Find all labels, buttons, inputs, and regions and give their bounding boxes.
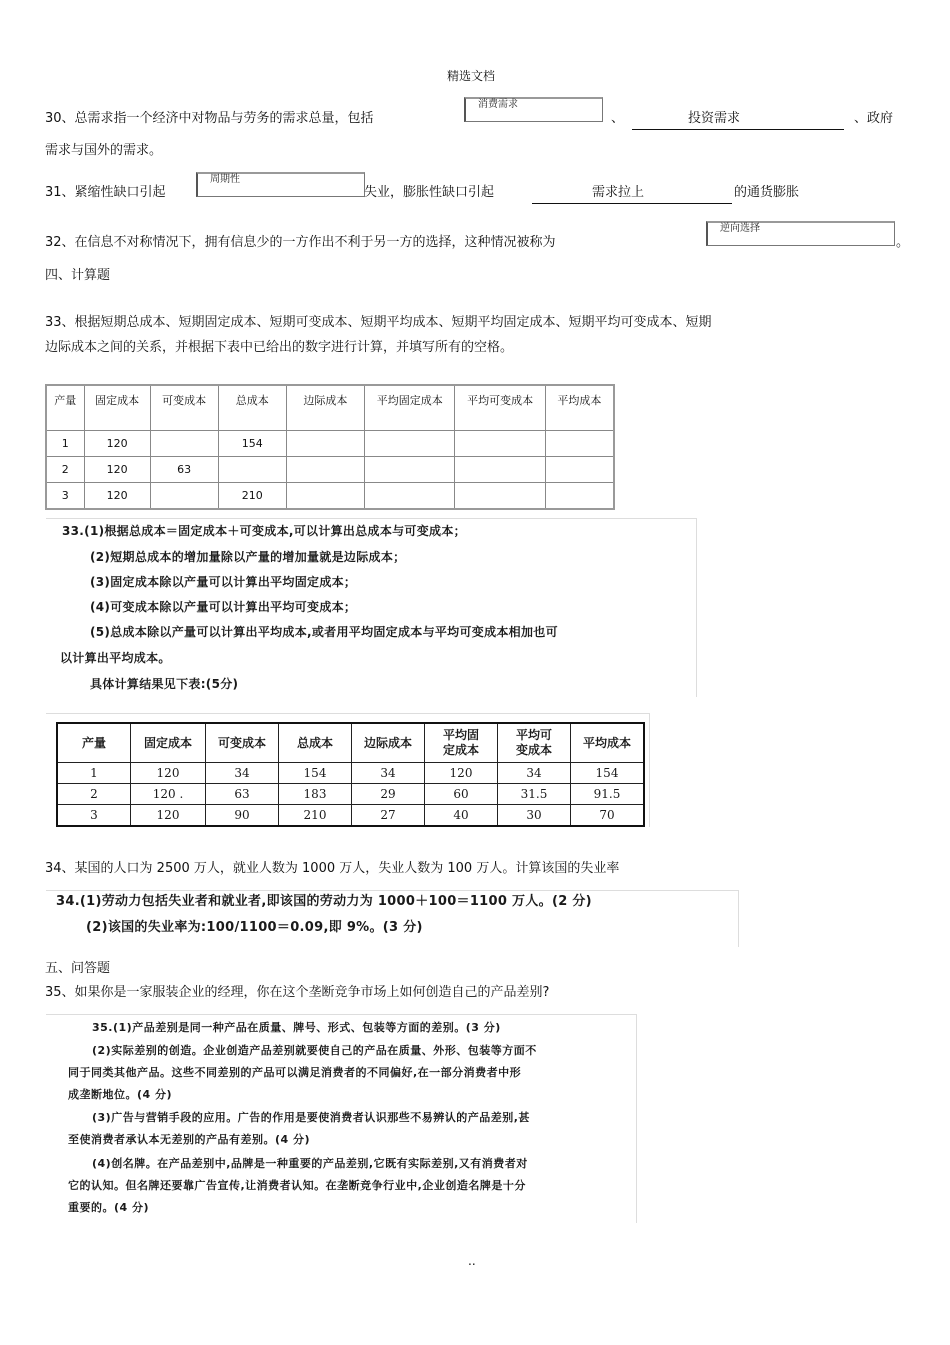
result-cell: 154 [279,763,352,784]
q31-answer-box-1[interactable] [196,172,365,197]
result-cell: 2 [57,784,131,805]
blank-cell[interactable] [455,431,545,457]
blank-header-cell: 平均可变成本 [455,385,545,431]
result-header-cell: 总成本 [279,723,352,763]
section-5-title: 五、问答题 [45,961,111,976]
result-cell: 29 [352,784,425,805]
q35-text: 35、如果你是一家服装企业的经理，你在这个垄断竞争市场上如何创造自己的产品差别? [45,985,550,1000]
answer-34-scan [46,890,739,947]
answer-35-scan [46,1014,637,1223]
result-cell: 63 [206,784,279,805]
q30-answer-2-line [632,109,844,130]
ans35-line: 同于同类其他产品。这些不同差别的产品可以满足消费者的不同偏好,在一部分消费者中形 [68,1066,522,1079]
result-header-cell: 边际成本 [352,723,425,763]
result-cell: 1 [57,763,131,784]
blank-header-cell: 固定成本 [84,385,150,431]
q31-prefix: 31、紧缩性缺口引起 [45,185,166,200]
ans35-line: 成垄断地位。(4 分) [68,1088,173,1101]
ans33-line: (3)固定成本除以产量可以计算出平均固定成本； [90,575,357,589]
blank-table-header-row [46,385,614,431]
blank-cell[interactable] [218,457,286,483]
result-cell: 60 [425,784,498,805]
q31-middle: 失业，膨胀性缺口引起 [364,185,495,200]
result-cell: 34 [206,763,279,784]
result-cell: 34 [498,763,571,784]
blank-cell[interactable] [365,457,455,483]
q30-suffix: 、政府 [854,111,894,126]
result-cell: 154 [571,763,645,784]
q32-answer-box[interactable] [706,221,895,246]
result-cost-table [56,722,645,827]
blank-cell: 210 [218,483,286,510]
answer-33-scan [46,518,697,697]
blank-cell[interactable] [150,431,218,457]
ans35-line: 重要的。(4 分) [68,1201,150,1214]
result-table-scan [46,713,650,827]
result-cell: 90 [206,805,279,827]
q31-answer-2-line [532,183,732,204]
result-cell: 120 . [131,784,206,805]
result-header-cell: 平均固 定成本 [425,723,498,763]
q33-line2: 边际成本之间的关系，并根据下表中已给出的数字进行计算，并填写所有的空格。 [45,340,514,355]
blank-cell[interactable] [545,431,614,457]
blank-cell[interactable] [455,457,545,483]
blank-cell: 120 [84,457,150,483]
q31-answer-2: 需求拉上 [592,185,645,200]
ans35-line: 至使消费者承认本无差别的产品有差别。(4 分) [68,1133,311,1146]
blank-cell[interactable] [286,457,364,483]
section-4-title: 四、计算题 [45,268,111,283]
ans35-line: (2)实际差别的创造。企业创造产品差别就要使自己的产品在质量、外形、包装等方面不 [92,1044,537,1057]
result-cell: 120 [131,763,206,784]
ans33-line: (2)短期总成本的增加量除以产量的增加量就是边际成本； [90,550,406,564]
blank-table-row [46,457,614,483]
blank-cell: 154 [218,431,286,457]
ans33-line: (4)可变成本除以产量可以计算出平均可变成本； [90,600,357,614]
q33-line1: 33、根据短期总成本、短期固定成本、短期可变成本、短期平均成本、短期平均固定成本、短期平均可变成本、短期 [45,315,712,330]
page-header-title: 精选文档 [447,69,496,83]
blank-header-cell: 可变成本 [150,385,218,431]
ans35-line: (3)广告与营销手段的应用。广告的作用是要使消费者认识那些不易辨认的产品差别,甚 [92,1111,530,1124]
q30-line2: 需求与国外的需求。 [45,143,163,158]
blank-cell[interactable] [545,483,614,510]
ans33-line: 具体计算结果见下表:(5分) [90,677,239,691]
result-header-cell: 平均可 变成本 [498,723,571,763]
result-cell: 120 [425,763,498,784]
result-cell: 34 [352,763,425,784]
ans33-line: (5)总成本除以产量可以计算出平均成本,或者用平均固定成本与平均可变成本相加也可 [90,625,558,639]
ans33-line: 以计算出平均成本。 [60,651,171,665]
blank-cell: 120 [84,483,150,510]
result-table-row [57,805,644,827]
blank-cell[interactable] [455,483,545,510]
blank-header-cell: 产量 [46,385,84,431]
result-cell: 120 [131,805,206,827]
ans35-line: 35.(1)产品差别是同一种产品在质量、牌号、形式、包装等方面的差别。(3 分) [92,1021,501,1034]
blank-cell[interactable] [286,431,364,457]
ans35-line: 它的认知。但名牌还要靠广告宣传,让消费者认知。在垄断竞争行业中,企业创造名牌是十分 [68,1179,526,1192]
result-cell: 31.5 [498,784,571,805]
blank-cell: 1 [46,431,84,457]
q30-answer-1: 消费需求 [478,99,518,110]
page-footer-mark: .. [468,1254,476,1268]
result-table-row [57,784,644,805]
result-cell: 210 [279,805,352,827]
result-cell: 40 [425,805,498,827]
q32-end: 。 [896,235,910,250]
q30-prefix: 30、总需求指一个经济中对物品与劳务的需求总量，包括 [45,111,374,126]
blank-header-cell: 边际成本 [286,385,364,431]
blank-cell[interactable] [545,457,614,483]
q30-separator: 、 [611,111,625,126]
ans35-line: (4)创名牌。在产品差别中,品牌是一种重要的产品差别,它既有实际差别,又有消费者对 [92,1157,528,1170]
blank-table-row [46,431,614,457]
blank-cell: 2 [46,457,84,483]
result-table-row [57,763,644,784]
q30-answer-box-1[interactable] [464,97,603,122]
result-header-cell: 固定成本 [131,723,206,763]
q32-text: 32、在信息不对称情况下，拥有信息少的一方作出不利于另一方的选择，这种情况被称为 [45,235,556,250]
q32-answer: 逆向选择 [720,223,760,234]
result-cell: 91.5 [571,784,645,805]
blank-cell: 120 [84,431,150,457]
blank-cell: 3 [46,483,84,510]
result-header-cell: 可变成本 [206,723,279,763]
result-cell: 70 [571,805,645,827]
blank-cell[interactable] [365,431,455,457]
result-header-cell: 平均成本 [571,723,645,763]
blank-header-cell: 平均成本 [545,385,614,431]
result-header-cell: 产量 [57,723,131,763]
blank-cell[interactable] [365,483,455,510]
q30-answer-2: 投资需求 [688,111,741,126]
blank-cell[interactable] [150,483,218,510]
result-table-header-row [57,723,644,763]
q31-suffix: 的通货膨胀 [734,185,800,200]
ans34-line: 34.(1)劳动力包括失业者和就业者,即该国的劳动力为 1000＋100＝1100 万人。(2 分) [56,894,592,909]
q34-text: 34、某国的人口为 2500 万人，就业人数为 1000 万人，失业人数为 100 万人。计算该国的失业率 [45,861,620,876]
q31-answer-1: 周期性 [210,174,240,185]
blank-cost-table [45,384,615,510]
blank-header-cell: 平均固定成本 [365,385,455,431]
result-cell: 183 [279,784,352,805]
blank-header-cell: 总成本 [218,385,286,431]
blank-cell[interactable] [286,483,364,510]
result-cell: 30 [498,805,571,827]
blank-cell: 63 [150,457,218,483]
result-cell: 27 [352,805,425,827]
ans33-line: 33.(1)根据总成本＝固定成本＋可变成本,可以计算出总成本与可变成本； [62,524,466,538]
result-cell: 3 [57,805,131,827]
ans34-line: (2)该国的失业率为:100/1100＝0.09,即 9%。(3 分) [86,920,423,935]
blank-table-row [46,483,614,510]
